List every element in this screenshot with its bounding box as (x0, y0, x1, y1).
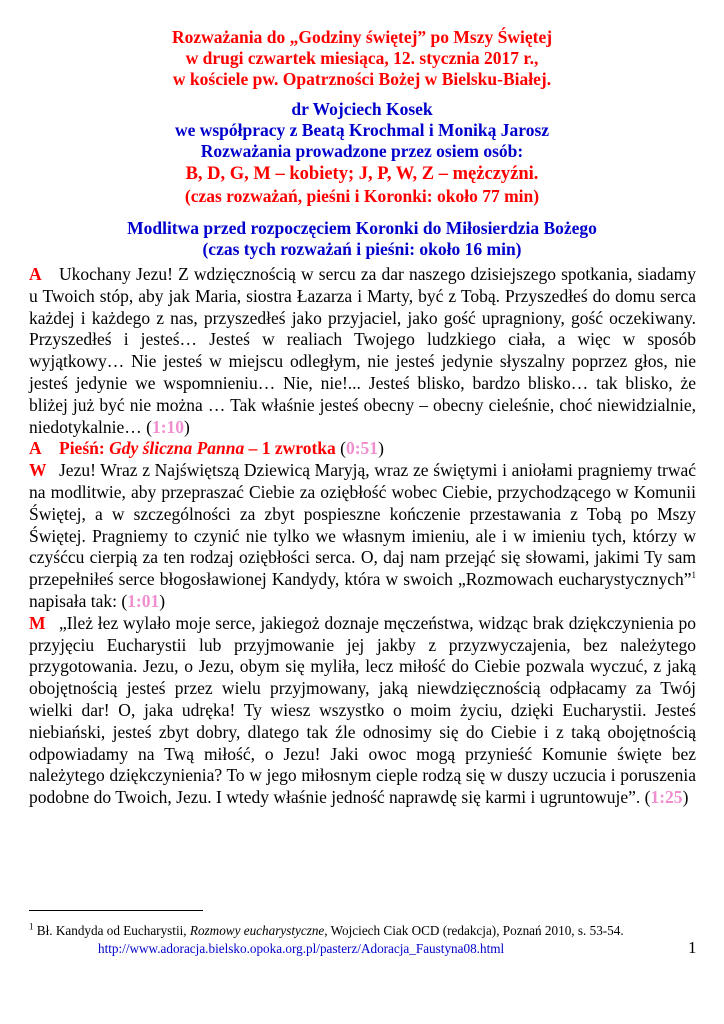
footnote-book-title: Rozmowy eucharystyczne (189, 923, 325, 938)
title-line-3: w kościele pw. Opatrzności Bożej w Bielsku-Białej. (172, 69, 552, 89)
song-title: Gdy śliczna Panna (109, 438, 245, 459)
footnote-number: 1 (29, 921, 34, 932)
time-marker: 0:51 (345, 438, 379, 459)
speaker-label: M (29, 612, 46, 633)
persons-heading: Rozważania prowadzone przez osiem osób: (200, 141, 524, 161)
paragraph-text: Ukochany Jezu! Z wdzięcznością w sercu za dar naszego dzisiejszego spotkania, siadamy u Twoich stóp, aby jak Maria, siostra Łazarza i Marty, być z Tobą. Przyszedłeś do domu serca każdej i każdego z nas, przyszedłeś jako przyjaciel, jako gość upragniony, gość oczekiwany. Przyszedłeś i jesteś… Jesteś w realiach Twojego ludzkiego ciała, a więc w sposób wyjątkowy… Nie jesteś w miejscu odległym, nie jesteś jedynie słyszalny poprzez głos, nie jesteś jedynie we wspomnieniu… Nie, nie!... Jesteś blisko, bardzo blisko… tak blisko, że bliżej już być nie można … Tak właśnie jesteś obecny – obecny cieleśnie, choć niewidzialnie, niedotykalnie… ( (29, 264, 696, 437)
song-suffix: – 1 zwrotka (244, 438, 336, 459)
paragraph-w1: W Jezu! Wraz z Najświętszą Dziewicą Maryją, wraz ze świętymi i aniołami pragniemy trwać na modlitwie, aby przepraszać Ciebie za oziębłość wobec Ciebie, przychodzącego w Komunii Świętej, a w szczególności za zbyt pospieszne kończenie przestawania z Tobą po Mszy Świętej. Pragniemy to czynić nie tylko we własnym imieniu, ale i w imieniu tych, którzy w czyśćcu cierpią za ten rodzaj oziębłości serca. O, daj nam przejąć się słowami, jakimi Ty sam przepełniłeś serce błogosławionej Kandydy, która w swoich „Rozmowach eucharystycznych”$^1$ napisała tak: (1:01) (29, 460, 696, 611)
time-marker: 1:10 (151, 416, 185, 437)
footnote-ref: 1 (691, 570, 696, 581)
time-marker: 1:01 (127, 590, 160, 611)
prayer-time: (czas tych rozważań i pieśni: około 16 min) (202, 239, 522, 259)
total-time: (czas rozważań, pieśni i Koronki: około 77 min) (184, 186, 540, 206)
speaker-label: A (29, 264, 42, 284)
speaker-label: W (29, 460, 47, 481)
page-number: 1 (688, 938, 697, 957)
song-line: A Pieśń: Gdy śliczna Panna – 1 zwrotka (0:51) (29, 438, 384, 459)
author: dr Wojciech Kosek (291, 99, 433, 119)
speaker-label: A (29, 438, 42, 459)
paragraph-m1: M „Ileż łez wylało moje serce, jakiegoż doznaje męczeństwa, widząc brak dziękczynienia po przyjęciu Eucharystii lub przyjmowanie jej jakby z przyzwyczajenia, bez należytego przygotowania. Jezu, o Jezu, obym się myliła, lecz miłość do Ciebie pozwala wyczuć, z jaką obojętnością jesteś przez wielu przyjmowany, jaką niewdzięcznością odpłacamy za Twój wielki dar! O, jaka udręka! Ty wiesz wszystko o moim życiu, dzięki Eucharystii. Jesteś niebiański, jesteś zbyt dobry, dlatego tak źle odnosimy się do Ciebie i z taką obojętnością odpowiadamy na Twą miłość, o Jezu! Jaki owoc mogą przynieść Komunie święte bez należytego dziękczynienia? To w jego miłosnym cieple rodzą się w duszy uczucia i poruszenia podobne do Twoich, Jezu. I wtedy właśnie jedność naprawdę się karmi i ugruntowuje”. (1:25) (29, 612, 696, 808)
prayer-title: Modlitwa przed rozpoczęciem Koronki do Miłosierdzia Bożego (127, 218, 597, 238)
collaborators: we współpracy z Beatą Krochmal i Moniką Jarosz (174, 120, 550, 140)
paragraph-a1: A Ukochany Jezu! Z wdzięcznością w sercu za dar naszego dzisiejszego spotkania, siadamy u Twoich stóp, aby jak Maria, siostra Łazarza i Marty, być z Tobą. Przyszedłeś do domu serca każdej i każdego z nas, przyszedłeś jako przyjaciel, jako gość upragniony, gość oczekiwany. Przyszedłeś i jesteś… Jesteś w realiach Twojego ludzkiego ciała, a więc w sposób wyjątkowy… Nie jesteś w miejscu odległym, nie jesteś jedynie słyszalny poprzez głos, nie jesteś jedynie we wspomnieniu… Nie, nie!... Jesteś blisko, bardzo blisko… tak blisko, że bliżej już być nie można … Tak właśnie jesteś obecny – obecny cieleśnie, choć niewidzialnie, niedotykalnie… (1:10) (29, 264, 696, 437)
time-marker: 1:25 (650, 787, 683, 808)
source-link[interactable]: http://www.adoracja.bielsko.opoka.org.pl/pasterz/Adoracja_Faustyna08.html (98, 941, 505, 956)
paragraph-text: „Ileż łez wylało moje serce, jakiegoż doznaje męczeństwa, widząc brak dziękczynienia po przyjęciu Eucharystii lub przyjmowanie jej jakby z przyzwyczajenia, bez należytego przygotowania. Jezu, o Jezu, obym się myliła, lecz miłość do Ciebie pozwala wyczuć, z jaką obojętnością jesteś przez wielu przyjmowany, jaką niewdzięcznością odpłacamy za Twój wielki dar! O, jaka udręka! Ty wiesz wszystko o moim życiu, dzięki Eucharystii. Jesteś niebiański, jesteś zbyt dobry, dlatego tak źle odnosimy się do Ciebie i z taką obojętnością odpowiadamy na Twą miłość, o Jezu! Jaki owoc mogą przynieść Komunie święte bez należytego dziękczynienia? To w jego miłosnym cieple rodzą się w duszy uczucia i poruszenia podobne do Twoich, Jezu. I wtedy właśnie jedność naprawdę się karmi i ugruntowuje”. ( (29, 612, 696, 808)
document-body (29, 264, 696, 809)
paragraph-text: Jezu! Wraz z Najświętszą Dziewicą Maryją, wraz ze świętymi i aniołami pragniemy trwać na modlitwie, aby przepraszać Ciebie za oziębłość wobec Ciebie, przychodzącego w Komunii Świętej, a w szczególności za zbyt pospieszne kończenie przestawania z Tobą po Mszy Świętej. Pragniemy to czynić nie tylko we własnym imieniu, ale i w imieniu tych, którzy w czyśćcu cierpią za ten rodzaj oziębłości serca. O, daj nam przejąć się słowami, jakimi Ty sam przepełniłeś serce błogosławionej Kandydy, która w swoich „Rozmowach eucharystycznych” (29, 460, 696, 590)
title-line-1: Rozważania do „Godziny świętej” po Mszy Świętej (171, 27, 553, 47)
song-prefix: Pieśń: (59, 438, 110, 459)
footnote-separator (29, 910, 203, 911)
roles-line: B, D, G, M – kobiety; J, P, W, Z – mężczyźni. (185, 164, 539, 184)
title-line-2: w drugi czwartek miesiąca, 12. stycznia 2017 r., (185, 48, 539, 68)
footnote: $^1$ Bł. Kandyda od Eucharystii, Rozmowy eucharystyczne, Wojciech Ciak OCD (redakcja), Poznań 2010, s. 53-54. (29, 921, 624, 938)
